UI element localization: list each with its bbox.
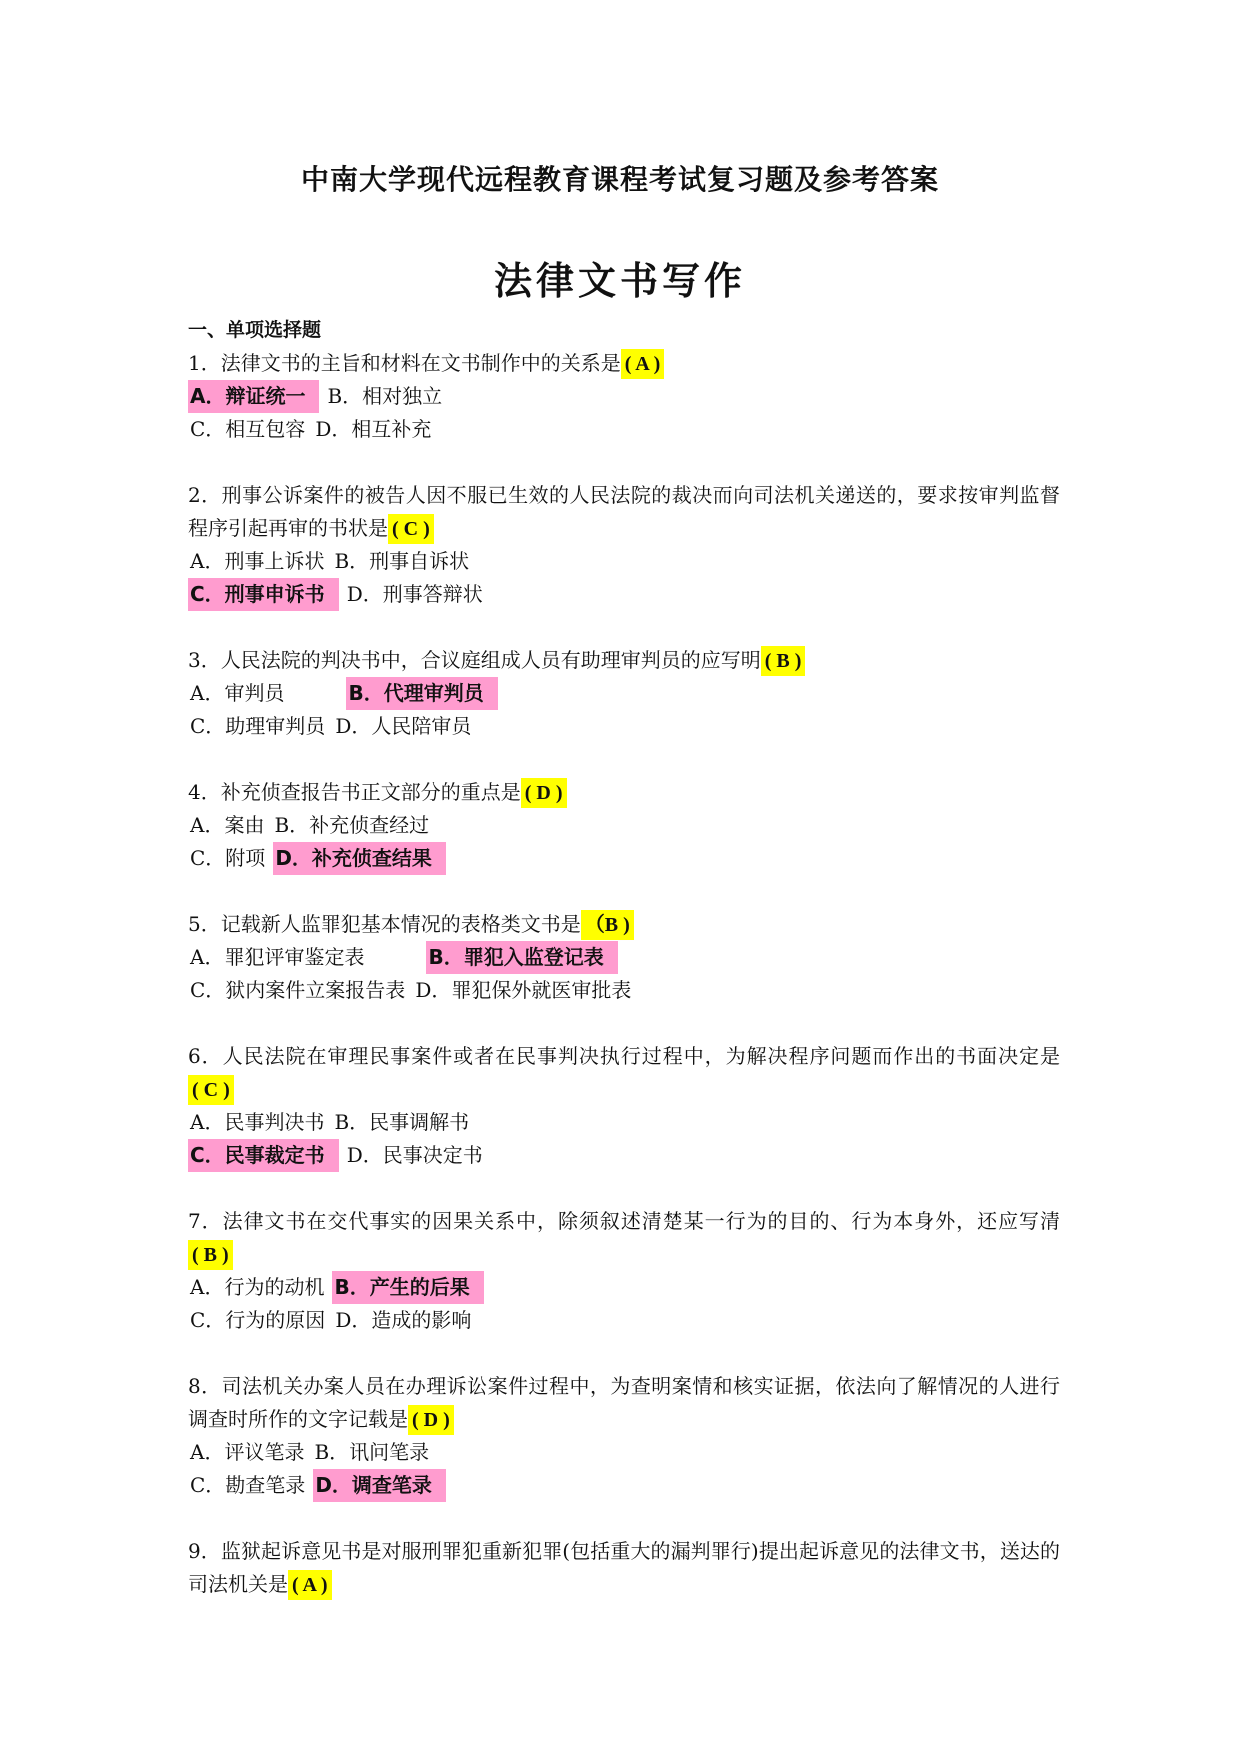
stem-text: 7．法律文书在交代事实的因果关系中，除须叙述清楚某一行为的目的、行为本身外，还应写清 <box>188 1209 1060 1233</box>
option-row <box>188 1436 1060 1469</box>
stem-text: 8．司法机关办案人员在办理诉讼案件过程中，为查明案情和核实证据，依法向了解情况的人进行调查时所作的文字记载是 <box>188 1374 1060 1431</box>
header-title: 中南大学现代远程教育课程考试复习题及参考答案 <box>300 163 939 196</box>
option-c-correct: C．民事裁定书 <box>188 1139 339 1172</box>
question-stem <box>188 908 1060 941</box>
option-a-correct: A．辩证统一 <box>188 380 319 413</box>
answer-highlight: ( D ) <box>408 1405 454 1435</box>
question-stem <box>188 1205 1060 1271</box>
option-row <box>188 710 1060 743</box>
question-5 <box>188 908 1060 1007</box>
option-row <box>188 1139 1060 1172</box>
option-row <box>188 413 1060 446</box>
stem-text: 6．人民法院在审理民事案件或者在民事判决执行过程中，为解决程序问题而作出的书面决定是 <box>188 1044 1060 1068</box>
option-a: A．刑事上诉状 <box>190 549 325 573</box>
question-4 <box>188 776 1060 875</box>
option-b-correct: B．罪犯入监登记表 <box>426 941 617 974</box>
option-row <box>188 809 1060 842</box>
question-8 <box>188 1370 1060 1502</box>
option-a: A．评议笔录 <box>190 1440 305 1464</box>
option-row <box>188 677 1060 710</box>
stem-text: 3．人民法院的判决书中，合议庭组成人员有助理审判员的应写明 <box>188 648 761 672</box>
question-9 <box>188 1535 1060 1601</box>
option-d: D．造成的影响 <box>335 1308 472 1332</box>
option-d: D．人民陪审员 <box>335 714 472 738</box>
option-row <box>188 842 1060 875</box>
option-d: D．民事决定书 <box>346 1143 483 1167</box>
answer-highlight: ( C ) <box>388 514 434 544</box>
option-row <box>188 578 1060 611</box>
question-stem <box>188 479 1060 545</box>
option-row <box>188 1304 1060 1337</box>
option-d-correct: D．补充侦查结果 <box>273 842 446 875</box>
question-1 <box>188 347 1060 446</box>
question-stem <box>188 347 1060 380</box>
option-row <box>188 1469 1060 1502</box>
option-c-correct: C．刑事申诉书 <box>188 578 339 611</box>
answer-highlight: ( B ) <box>188 1240 233 1270</box>
option-row <box>188 545 1060 578</box>
stem-text: 4．补充侦查报告书正文部分的重点是 <box>188 780 521 804</box>
option-a: A．罪犯评审鉴定表 <box>190 945 365 969</box>
option-b-correct: B．产生的后果 <box>332 1271 483 1304</box>
option-c: C．勘查笔录 <box>190 1473 306 1497</box>
option-c: C．狱内案件立案报告表 <box>190 978 406 1002</box>
answer-highlight: ( C ) <box>188 1075 234 1105</box>
option-a: A．审判员 <box>190 681 285 705</box>
option-d: D．相互补充 <box>315 417 432 441</box>
answer-highlight: ( A ) <box>288 1570 332 1600</box>
option-row <box>188 1106 1060 1139</box>
question-3 <box>188 644 1060 743</box>
question-stem <box>188 644 1060 677</box>
question-stem <box>188 776 1060 809</box>
stem-text: 9．监狱起诉意见书是对服刑罪犯重新犯罪(包括重大的漏判罪行)提出起诉意见的法律文书，送达的司法机关是 <box>188 1539 1060 1596</box>
question-list <box>188 314 1060 1634</box>
option-d: D．刑事答辩状 <box>346 582 483 606</box>
answer-highlight: （B ) <box>581 910 634 940</box>
option-c: C．附项 <box>190 846 266 870</box>
option-c: C．相互包容 <box>190 417 306 441</box>
answer-highlight: ( A ) <box>621 349 665 379</box>
question-stem <box>188 1040 1060 1106</box>
option-b: B．民事调解书 <box>334 1110 470 1134</box>
option-row <box>188 1271 1060 1304</box>
option-a: A．行为的动机 <box>190 1275 325 1299</box>
option-row <box>188 974 1060 1007</box>
stem-text: 2．刑事公诉案件的被告人因不服已生效的人民法院的裁决而向司法机关递送的，要求按审判监督程序引起再审的书状是 <box>188 483 1060 540</box>
stem-text: 1．法律文书的主旨和材料在文书制作中的关系是 <box>188 351 621 375</box>
stem-text: 5．记载新人监罪犯基本情况的表格类文书是 <box>188 912 581 936</box>
question-stem <box>188 1370 1060 1436</box>
option-b: B．讯问笔录 <box>314 1440 430 1464</box>
option-row <box>188 941 1060 974</box>
option-c: C．助理审判员 <box>190 714 326 738</box>
option-b: B．补充侦查经过 <box>274 813 430 837</box>
section-title: 一、单项选择题 <box>188 319 322 341</box>
document-title: 法律文书写作 <box>493 259 746 303</box>
question-stem <box>188 1535 1060 1601</box>
question-7 <box>188 1205 1060 1337</box>
option-b-correct: B．代理审判员 <box>346 677 497 710</box>
option-b: B．刑事自诉状 <box>334 549 470 573</box>
option-a: A．民事判决书 <box>190 1110 325 1134</box>
question-6 <box>188 1040 1060 1172</box>
option-row <box>188 380 1060 413</box>
option-b: B．相对独立 <box>327 384 443 408</box>
question-2 <box>188 479 1060 611</box>
option-d: D．罪犯保外就医审批表 <box>415 978 632 1002</box>
answer-highlight: ( D ) <box>521 778 567 808</box>
answer-highlight: ( B ) <box>761 646 806 676</box>
option-a: A．案由 <box>190 813 265 837</box>
option-c: C．行为的原因 <box>190 1308 326 1332</box>
option-d-correct: D．调查笔录 <box>313 1469 446 1502</box>
